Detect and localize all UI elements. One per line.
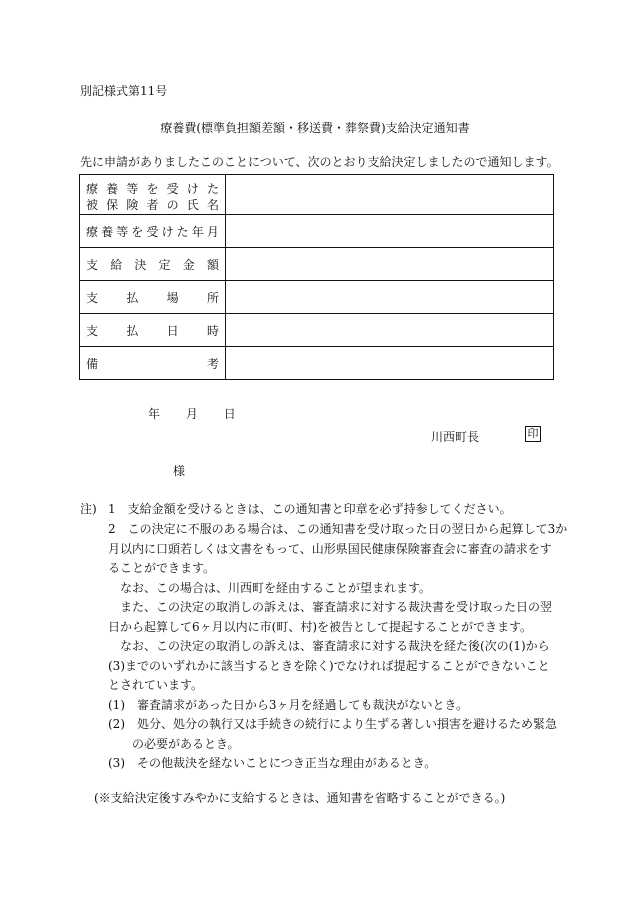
month-label: 月: [185, 407, 198, 421]
addressee-suffix: 様: [173, 464, 186, 478]
intro-text: 先に申請がありましたこのことについて、次のとおり支給決定しましたので通知します。: [80, 155, 559, 169]
year-label: 年: [148, 407, 161, 421]
row-label-payment-amount: 支 給 決 定 金 額: [80, 248, 226, 281]
note-2-line: 2 この決定に不服のある場合は、この通知書を受け取った日の翌日から起算して3か: [108, 522, 568, 536]
note-1: 1 支給金額を受けるときは、この通知書と印章を必ず持参してください。: [108, 502, 512, 516]
row-label-payment-place: 支 払 場 所: [80, 281, 226, 314]
table-row: [80, 314, 554, 347]
form-number: 別記様式第11号: [80, 84, 168, 98]
note-item-2: (2) 処分、処分の執行又は手続きの続行により生ずる著しい損害を避けるため緊急: [108, 717, 558, 731]
day-label: 日: [223, 407, 236, 421]
note-item-2: の必要があるとき。: [132, 737, 240, 751]
row-label-remarks: 備 考: [80, 347, 226, 380]
value-remarks[interactable]: [226, 347, 554, 380]
table-row: [80, 248, 554, 281]
note-2-para: (3)までのいずれかに該当するときを除く)でなければ提起することができないこと: [108, 659, 550, 673]
seal-mark: 印: [525, 426, 541, 442]
value-payment-datetime[interactable]: [226, 314, 554, 347]
notes-prefix: 注): [80, 502, 97, 516]
note-item-3: (3) その他裁決を経ないことにつき正当な理由があるとき。: [108, 756, 437, 770]
note-2-para: とされています。: [108, 678, 204, 692]
note-2-line: ることができます。: [108, 561, 216, 575]
form-table: [79, 174, 554, 380]
table-row: [80, 347, 554, 380]
label-line: 療 養 等 を 受 け た: [86, 181, 219, 196]
value-insured-name[interactable]: [226, 175, 554, 215]
note-2-line: 月以内に口頭若しくは文書をもって、山形県国民健康保険審査会に審査の請求をす: [108, 542, 552, 556]
note-2-para: なお、この場合は、川西町を経由することが望まれます。: [120, 581, 432, 595]
issue-date: [148, 405, 236, 422]
label-line: 被 保 険 者 の 氏 名: [86, 197, 219, 212]
table-row: [80, 281, 554, 314]
value-payment-amount[interactable]: [226, 248, 554, 281]
document-title: 療養費(標準負担額差額・移送費・葬祭費)支給決定通知書: [160, 121, 470, 135]
row-label-treatment-month: 療 養 等 を 受 け た 年 月: [80, 215, 226, 248]
row-label-insured-name: [80, 175, 226, 215]
note-2-para: 日から起算して6ヶ月以内に市(町、村)を被告として提起することができます。: [108, 620, 533, 634]
note-item-1: (1) 審査請求があった日から3ヶ月を経過しても裁決がないとき。: [108, 698, 469, 712]
table-row: [80, 175, 554, 215]
table-row: [80, 215, 554, 248]
value-treatment-month[interactable]: [226, 215, 554, 248]
issuer-name: 川西町長: [431, 430, 480, 444]
footer-note: (※支給決定後すみやかに支給するときは、通知書を省略することができる。): [94, 791, 506, 805]
note-2-para: また、この決定の取消しの訴えは、審査請求に対する裁決書を受け取った日の翌: [120, 600, 553, 614]
note-2-para: なお、この決定の取消しの訴えは、審査請求に対する裁決を経た後(次の(1)から: [120, 639, 550, 653]
row-label-payment-datetime: 支 払 日 時: [80, 314, 226, 347]
value-payment-place[interactable]: [226, 281, 554, 314]
